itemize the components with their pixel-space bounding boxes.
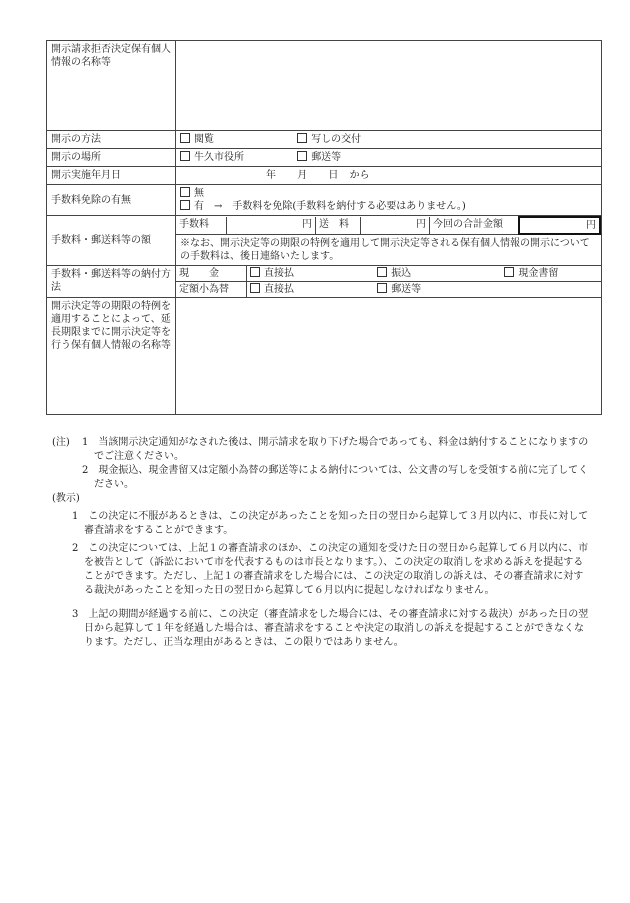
kyoji-1: 1 この決定に不服があるときは、この決定があったことを知った日の翌日から起算して３月以内に、市長に対して審査請求をすることができます。: [72, 511, 589, 536]
exempt-yes-label: 有 → 手数料を免除(手数料を納付する必要はありません。): [194, 201, 466, 212]
info-name-field[interactable]: [176, 41, 602, 131]
fee-label: 手数料・郵送料等の額: [47, 216, 176, 266]
kyoji-head: (教示): [52, 493, 80, 504]
fee-amount-field[interactable]: 円: [227, 217, 316, 234]
method-label: 開示の方法: [47, 131, 176, 149]
kyoji-2: 2 この決定については、上記１の審査請求のほか、この決定の通知を受けた日の翌日から起算して６月以内に、市を被告として（訴訟において市を代表するものは市長となります。）、この決定の取消しを求める訴えを提起することができます。ただし、上記１の審査請求をした場合には、この決定の取消しの訴えは、その審査請求に対する裁決があったことを知った日の翌日から起算して６月以内に提起しなければなりません。: [72, 543, 589, 596]
exempt-yes-checkbox[interactable]: [180, 200, 190, 210]
place-mail-checkbox[interactable]: [297, 151, 307, 161]
order-mail-checkbox[interactable]: [377, 283, 387, 293]
fee-amount-label: 手数料: [176, 217, 227, 234]
cash-direct-checkbox[interactable]: [250, 267, 260, 277]
method-copy-label: 写しの交付: [311, 134, 362, 145]
note-2: 2 現金振込、現金書留又は定額小為替の郵送等による納付については、公文書の写しを受領する前に完了してください。: [82, 465, 589, 490]
total-label: 今回の合計金額: [430, 217, 520, 234]
postage-label: 送 料: [316, 217, 361, 234]
exempt-no-checkbox[interactable]: [180, 187, 190, 197]
notes-head: (注): [52, 437, 70, 448]
date-label: 開示実施年月日: [47, 167, 176, 185]
method-view-checkbox[interactable]: [180, 133, 190, 143]
note-1: 1 当該開示決定通知がなされた後は、開示請求を取り下げた場合であっても、料金は納付することになりますのでご注意ください。: [82, 437, 589, 462]
cash-label: 現 金: [176, 266, 247, 282]
method-copy-checkbox[interactable]: [297, 133, 307, 143]
money-order-label: 定額小為替: [176, 282, 247, 297]
place-mail-label: 郵送等: [311, 152, 342, 163]
postage-field[interactable]: 円: [361, 217, 430, 234]
method-view-label: 閲覧: [194, 134, 214, 145]
exempt-label: 手数料免除の有無: [47, 185, 176, 216]
special-field[interactable]: [176, 298, 602, 415]
fee-note: ※なお、開示決定等の期限の特例を適用して開示決定等される保有個人情報の開示についての手数料は、後日連絡いたします。: [180, 238, 590, 262]
place-label: 開示の場所: [47, 149, 176, 167]
kyoji-3: 3 上記の期間が経過する前に、この決定（審査請求をした場合には、その審査請求に対する裁決）があった日の翌日から起算して１年を経過した場合は、審査請求をすることや決定の取消しの訴えを提起することができなくなります。ただし、正当な理由があるときは、この限りではありません。: [72, 609, 589, 648]
payment-label: 手数料・郵送料等の納付方法: [47, 266, 176, 298]
total-amount-field[interactable]: 円: [519, 217, 600, 234]
special-label: 開示決定等の期限の特例を適用することによって、延長期限までに開示決定等を行う保有個人情報の名称等: [47, 298, 176, 415]
place-office-label: 牛久市役所: [194, 152, 244, 163]
notes-section: [52, 436, 592, 650]
disclosure-form-table: 開示請求拒否決定保有個人情報の名称等 開示の方法 閲覧 写しの交付 開示の場所 牛久市役所 郵送等 開示実施年月日 年 月 日 から 手数料免除の有無 無 有 → 手数料を免除(手数料を納付する必要はありません。) 手数料・郵送料等の額 手数料 円 送 料 円 今回の合計金額 円 ※なお、開示決定等の期限の特例を適用して開示決定等される保有個人情報の開示についての手数料は、後日連絡いたします。 手数料・郵送料等の納付方法 現 金 直接払 振込 現金書留 定額小為替 直接払 郵送等 開示決定等の期限の特例を適用することによって、延長期限までに開示決定等を行う保有個人情報の名称等: [46, 40, 602, 415]
date-field[interactable]: 年 月 日 から: [176, 167, 602, 185]
exempt-no-label: 無: [194, 188, 204, 199]
cash-transfer-checkbox[interactable]: [377, 267, 387, 277]
info-name-label: 開示請求拒否決定保有個人情報の名称等: [47, 41, 176, 131]
order-direct-checkbox[interactable]: [250, 283, 260, 293]
cash-registered-checkbox[interactable]: [504, 267, 514, 277]
place-office-checkbox[interactable]: [180, 151, 190, 161]
